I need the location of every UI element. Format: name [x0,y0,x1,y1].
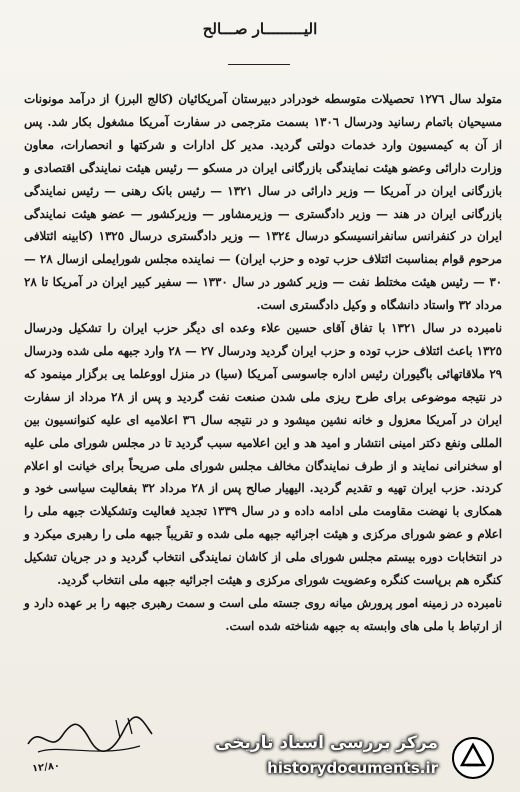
body-paragraph-3: نامبرده در زمینه امور پرورش میانه روی جسته ملی است و سمت رهبری جبهه را بر عهده دارد و از ارتباط با ملی های وابسته به جبهه شناخته شده است. [24,595,502,633]
body-paragraph-2: نامبرده در سال ١٣٢١ با تفاق آقای حسین علاء وعده ای دیگر حزب ایران را تشکیل ودرسال ١٣٢٥ باعث ائتلاف حزب توده و حزب ایران گردید ودرسال ٢٧ — ٢٨ وارد جبهه ملی شده ودرسال ٢٩ ملاقاتهائی باگیوران رئیس اداره جاسوسی آمریکا (سیا) در منزل اووعلما یی برگزار مینمود که در نتیجه موضوعی برای طرح ریزی ملی شدن صنعت نفت گردید و پس از ٢٨ مرداد از سفارت ایران در آمریکا معزول و خانه نشین میشود و در نتیجه سال ٣٦ اعلامیه ای علیه کنوانسیون بین المللی ونفع دکتر امینی انتشار و امید هد و این اعلامیه سبب گردید تا در مجلس شورای ملی علیه او سخنرانی نمایند و از طرف نمایندگان مخالف مجلس شورای ملی صریحاً برای خیانت او اعلام کردند. حزب ایران تهیه و تقدیم گردید. الیهیار صالح پس از ٢٨ مرداد ٣٢ بفعالیت سیاسی خود و همکاری با نهضت مقاومت ملی ادامه داده و در سال ١٣٣٩ تجدید فعالیت وتشکیلات جبهه ملی را اعلام و عضو شورای مرکزی و هیئت اجرائیه جبهه ملی شده و تقریباً جبهه ملی را رهبری میکرد و در انتخابات دوره بیستم مجلس شورای ملی از کاشان نمایندگی انتخاب گردید و در جریان تشکیل کنگره هم برپاست کنگره وعضویت شورای مرکزی و هیئت اجرائیه جبهه ملی انتخاب گردید. [24,321,503,588]
archive-watermark [196,733,496,783]
handwritten-signature [20,714,160,774]
body-paragraph-1: متولد سال ١٢٧٦ تحصیلات متوسطه خودرادر دبیرستان آمریکائیان (کالج البرز) از درآمد مونونات مسیحیان باتمام رسانید ودرسال ١٣٠٦ بسمت مترجمی در سفارت آمریکا مشغول بکار شد. پس از آن به کیمسیون وارد خدمات دولتی گردید. مدیر کل ادارات و شرکتها و انحصارات، معاون وزارت دارائی وعضو هیئت نمایندگی بازرگانی ایران در مسکو — رئیس هیئت نمایندگی اقتصادی و بازرگانی ایران در آمریکا — وزیر دارائی در سال ١٣٢١ — رئیس بانک رهنی — رئیس نمایندگی بازرگانی ایران در هند — وزیر دادگستری — وزیرمشاور — وزیرکشور — عضو هیئت نمایندگی ایران در کنفرانس سانفرانسیسکو درسال ١٣٢٤ — وزیر دادگستری درسال ١٣٢٥ (کابینه ائتلافی مرحوم قوام بمناسبت ائتلاف حزب توده و حزب ایران) — نماینده مجلس شورایملی ازسال ٢٨ — ٣٠ — رئیس هیئت مختلط نفت — وزیر کشور در سال ١٣٣٠ — سفیر کبیر ایران در آمریکا تا ٢٨ مرداد ٣٢ واستاد دانشگاه و وکیل دادگستری است. [24,92,503,313]
document-body [24,88,502,638]
document-title: الیـــــــــار صـــالح [202,20,318,38]
archive-logo-icon [450,735,496,781]
signature-scribble [20,714,160,764]
watermark-name: مرکز بررسی اسناد تاریخی [215,733,438,753]
signature-date: ١٢/٨٠ [31,760,61,775]
title-underline [228,64,290,65]
watermark-url: historydocuments.ir [267,759,438,777]
